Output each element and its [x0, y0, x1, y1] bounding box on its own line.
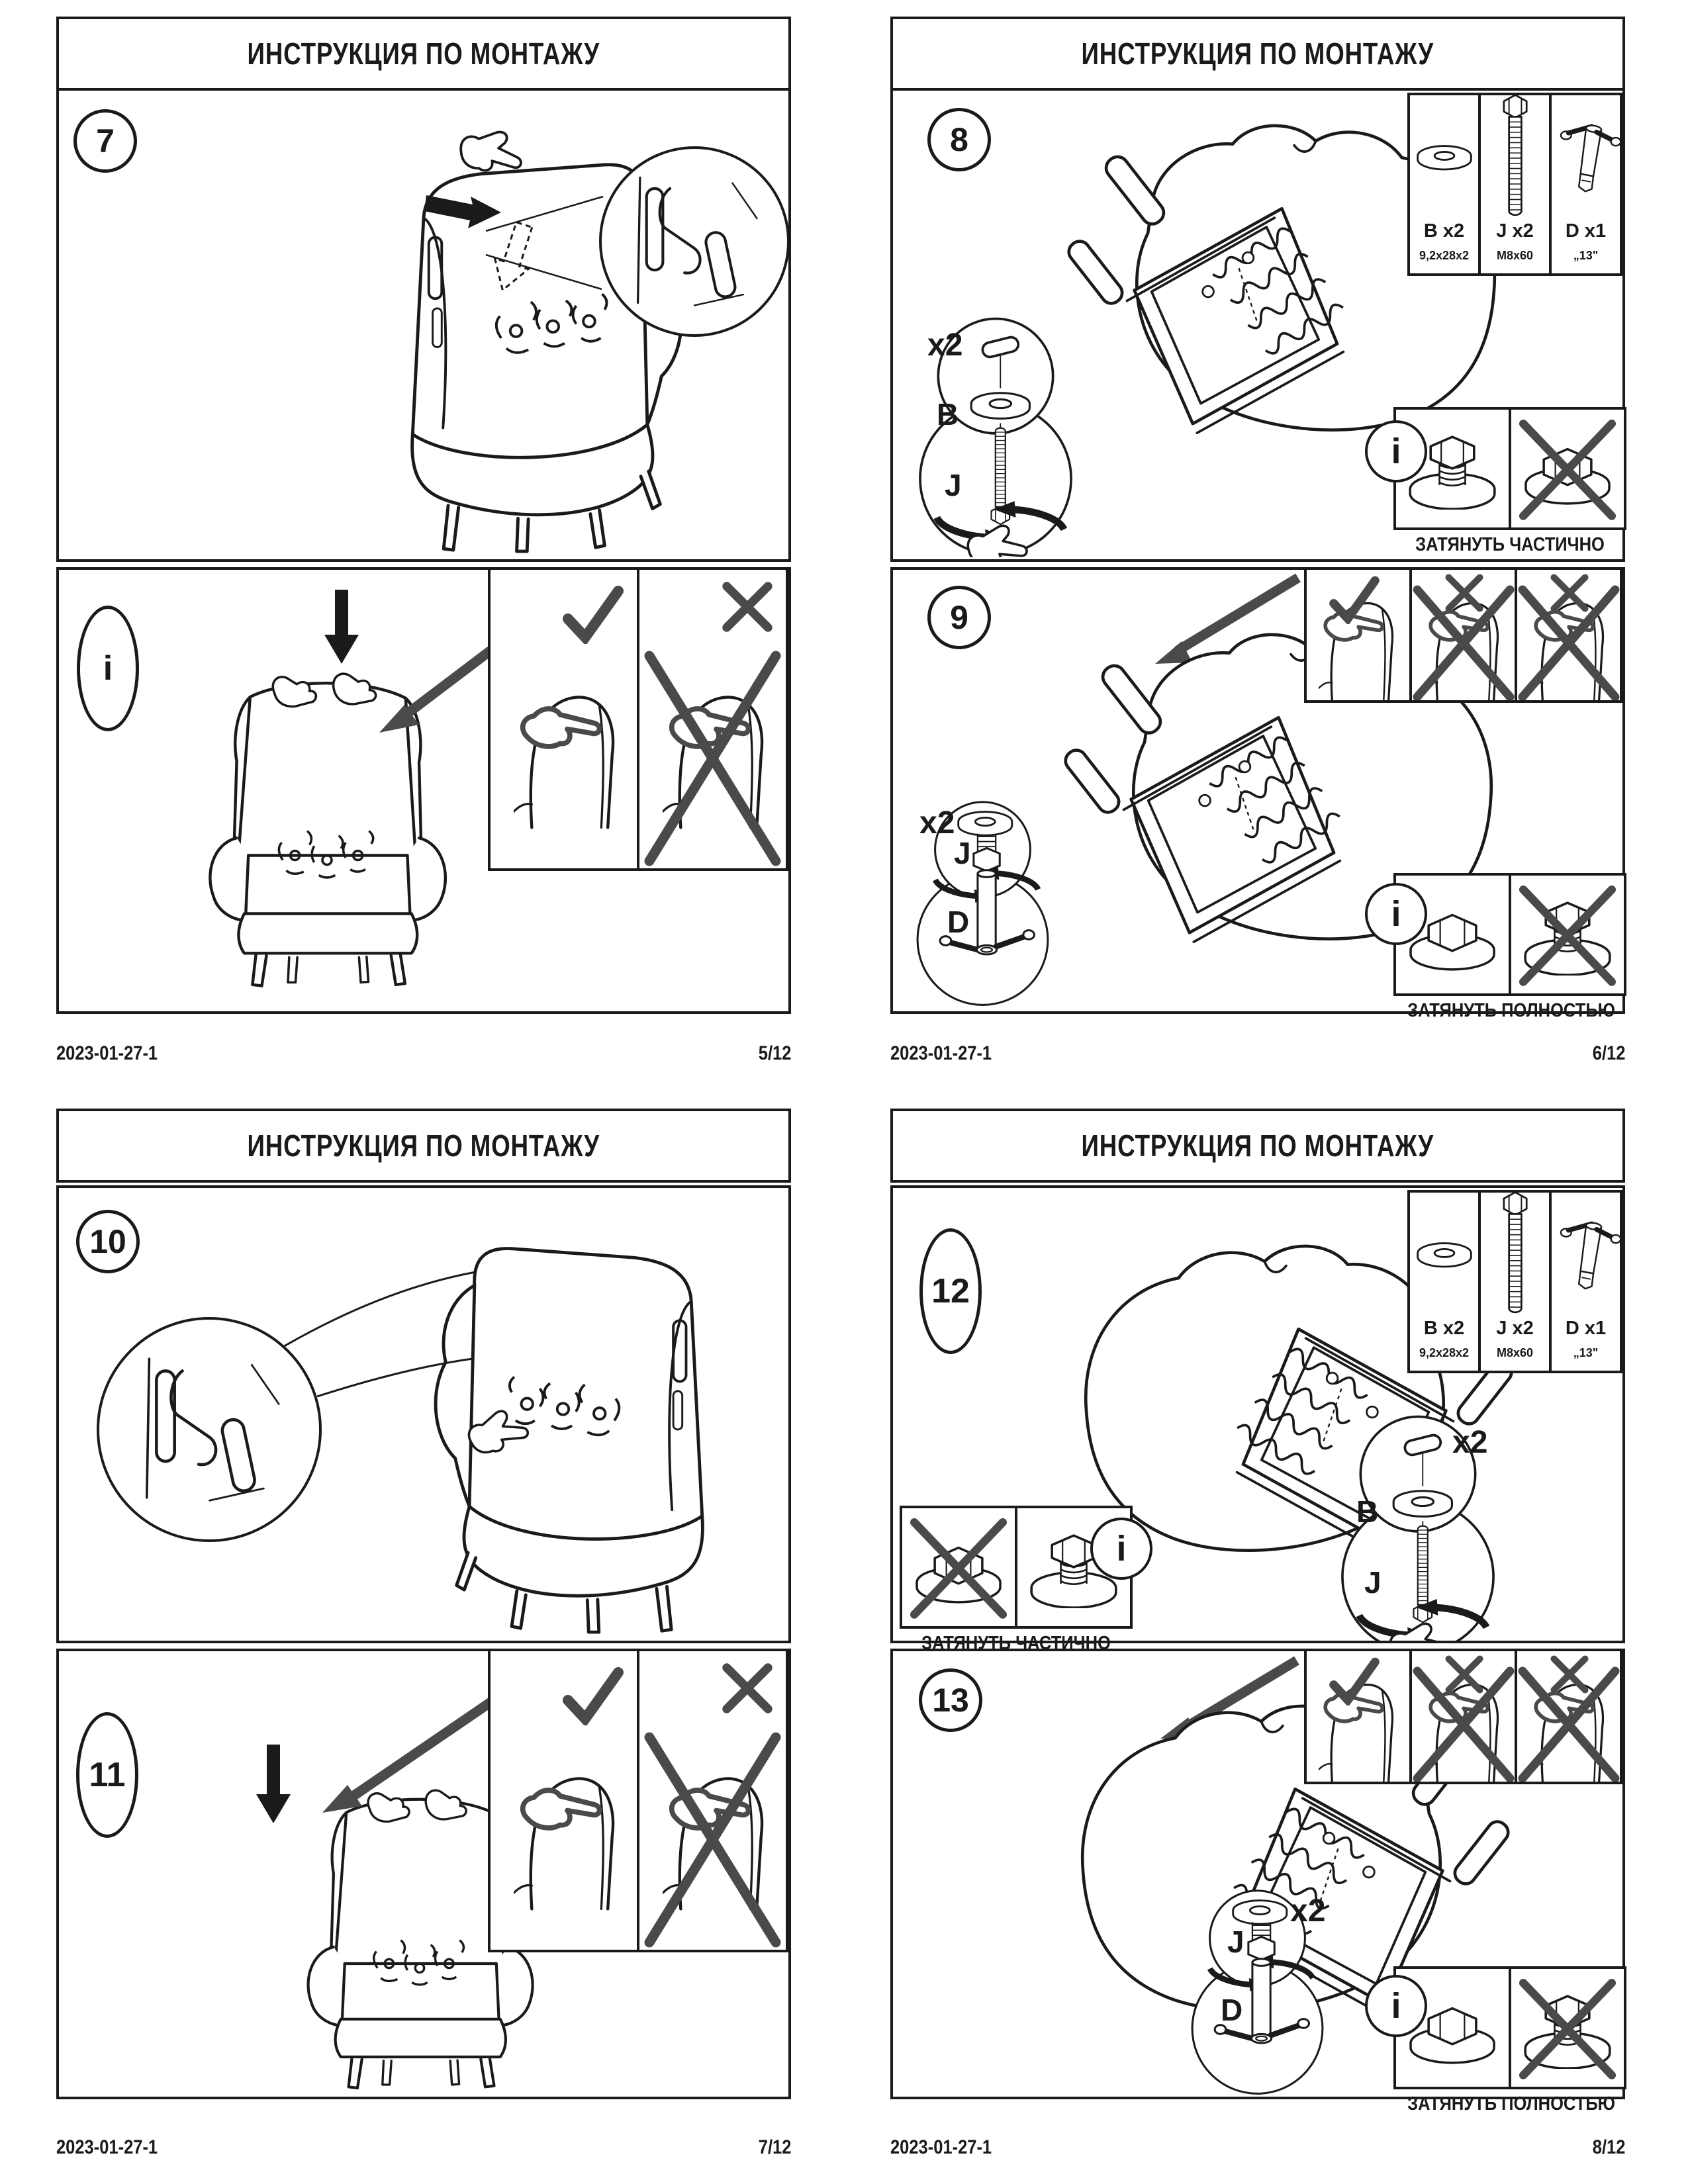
page5-step7-panel: [56, 88, 791, 562]
page5-number: 5/12: [758, 1042, 791, 1064]
page6-number: 6/12: [1592, 1042, 1625, 1064]
page7-header: [56, 1109, 791, 1183]
tighten-fully-box: [1393, 1966, 1626, 2115]
info-symbol: i: [1116, 1529, 1127, 1569]
wrong-drawing: [1517, 570, 1620, 700]
hardware-box: [1407, 93, 1622, 276]
tighten-fully-caption: ЗАТЯНУТЬ ПОЛНОСТЬЮ: [1407, 1000, 1615, 1021]
tighten-wrong-cell: [1509, 1966, 1626, 2089]
check-icon: [568, 591, 618, 637]
washer-icon: [1414, 1240, 1475, 1271]
page6-step8-panel: [890, 88, 1625, 562]
step10-badge: [76, 1210, 140, 1273]
wrong-cell: [637, 1649, 788, 1952]
correct-wrong-inset: [488, 567, 788, 871]
step10-number: 10: [89, 1223, 126, 1260]
info-symbol: i: [1391, 894, 1401, 934]
info-symbol: i: [1391, 432, 1401, 471]
bolt-icon: [1499, 91, 1532, 220]
tool-icon: [1552, 112, 1620, 205]
page6-title: ИНСТРУКЦИЯ ПО МОНТАЖУ: [1081, 36, 1434, 71]
page7-step10-panel: [56, 1185, 791, 1643]
page6-step9-panel: [890, 567, 1625, 1021]
info-step-badge: [77, 606, 139, 731]
part-b-label: B: [937, 397, 959, 432]
bolt-label: J x2: [1496, 1318, 1534, 1339]
wrong-cell-1: [1409, 1649, 1517, 1784]
tighten-wrong-cell: [900, 1506, 1017, 1629]
bolt-label: J x2: [1496, 220, 1534, 242]
part-d-label: D: [1221, 1993, 1243, 2027]
page7-footer: [56, 2136, 791, 2159]
wrong-cell-1: [1409, 567, 1517, 703]
washer-label: B x2: [1423, 1318, 1465, 1339]
x2-label: x2: [1290, 1893, 1326, 1929]
hardware-washer-cell: [1407, 93, 1481, 276]
info-badge: [1090, 1518, 1152, 1580]
wrong-drawing: [1412, 1651, 1515, 1782]
press-down-arrow-icon: [256, 1745, 291, 1823]
part-j-label: J: [1227, 1925, 1244, 1959]
step7-number: 7: [96, 122, 115, 159]
page5-footer: [56, 1042, 791, 1065]
page8-header: [890, 1109, 1625, 1183]
tighten-partially-caption: ЗАТЯНУТЬ ЧАСТИЧНО: [1415, 534, 1605, 555]
washer-spec: 9,2x28x2: [1419, 249, 1470, 262]
page8-step13-panel: [890, 1649, 1625, 2115]
x2-label: x2: [1452, 1425, 1488, 1460]
tighten-partially-box: [1393, 407, 1626, 556]
step9-badge: [927, 586, 991, 649]
check-icon: [568, 1672, 618, 1719]
x2-label: x2: [919, 805, 955, 841]
page8-footer: [890, 2136, 1625, 2159]
wrong-drawing: [1412, 570, 1515, 700]
wrong-cell-2: [1515, 567, 1622, 703]
bolt-icon: [1499, 1188, 1532, 1318]
info-symbol: i: [1391, 1986, 1401, 2026]
correct-cell: [488, 567, 639, 871]
step10-illustration: [59, 1188, 788, 1641]
page7-step11-panel: [56, 1649, 791, 2099]
correct-press-drawing: [491, 1651, 637, 1950]
step7-illustration: [59, 91, 788, 559]
bolt-spec: M8x60: [1496, 249, 1534, 262]
page5-date: 2023-01-27-1: [56, 1042, 158, 1064]
correct-cell: [1304, 567, 1412, 703]
part-d-label: D: [947, 905, 970, 939]
step8-number: 8: [950, 121, 968, 158]
x2-label: x2: [927, 328, 963, 363]
tool-icon: [1552, 1209, 1620, 1302]
hardware-bolt-cell: [1478, 1190, 1552, 1373]
correct-press-drawing: [491, 570, 637, 868]
step7-badge: [73, 109, 137, 173]
info-badge: [1365, 1975, 1427, 2037]
tighten-fully-box: [1393, 873, 1626, 1022]
info-symbol: i: [103, 649, 113, 688]
chair-corner-finger-icon: [514, 697, 613, 827]
bolt-partial-crossed-drawing: [1512, 1969, 1623, 2087]
washer-icon: [1414, 142, 1475, 174]
correct-wrong-panel: [1304, 1649, 1622, 1784]
wrong-cell-2: [1515, 1649, 1622, 1784]
part-b-label: B: [1356, 1494, 1379, 1529]
tighten-wrong-cell: [1509, 407, 1626, 530]
hardware-box: [1407, 1190, 1622, 1373]
correct-drawing: [1307, 1651, 1409, 1782]
hardware-tool-cell: [1549, 1190, 1622, 1373]
wrong-press-drawing: [639, 1651, 786, 1950]
part-j-label: J: [945, 468, 962, 502]
part-j-label: J: [954, 836, 971, 870]
page8-number: 8/12: [1592, 2136, 1625, 2158]
tighten-fully-caption: ЗАТЯНУТЬ ПОЛНОСТЬЮ: [1407, 2093, 1615, 2115]
wrong-cell: [637, 567, 788, 871]
correct-cell: [1304, 1649, 1412, 1784]
wrong-drawing: [1517, 1651, 1620, 1782]
hardware-bolt-cell: [1478, 93, 1552, 276]
page8-title: ИНСТРУКЦИЯ ПО МОНТАЖУ: [1081, 1128, 1434, 1163]
hardware-washer-cell: [1407, 1190, 1481, 1373]
step13-badge: [919, 1668, 982, 1732]
bolt-flush-crossed-drawing: [1512, 410, 1623, 527]
tool-spec: „13": [1573, 249, 1599, 262]
step13-number: 13: [932, 1682, 969, 1719]
page5-title: ИНСТРУКЦИЯ ПО МОНТАЖУ: [247, 36, 600, 71]
page6-date: 2023-01-27-1: [890, 1042, 992, 1064]
step8-badge: [927, 108, 991, 171]
step12-badge: [919, 1228, 982, 1354]
magnifier-circle: [98, 1318, 320, 1541]
cross-icon: [727, 586, 768, 627]
page5-header: [56, 17, 791, 91]
wrong-press-drawing: [639, 570, 786, 868]
page6-footer: [890, 1042, 1625, 1065]
page5-info-panel: [56, 567, 791, 1014]
chair-corner-finger-icon: [514, 1778, 613, 1909]
pointer-arrow-shaft: [350, 1701, 492, 1798]
magnifier-circle: [600, 148, 788, 336]
page7-title: ИНСТРУКЦИЯ ПО МОНТАЖУ: [247, 1128, 600, 1163]
bolt-spec: M8x60: [1496, 1346, 1534, 1359]
press-down-arrow-icon: [324, 590, 359, 664]
tighten-partially-caption: ЗАТЯНУТЬ ЧАСТИЧНО: [921, 1633, 1111, 1654]
correct-drawing: [1307, 570, 1409, 700]
tighten-wrong-cell: [1509, 873, 1626, 996]
info-badge: [1365, 883, 1427, 945]
correct-wrong-panel: [1304, 567, 1622, 703]
page7-number: 7/12: [758, 2136, 791, 2158]
hardware-tool-cell: [1549, 93, 1622, 276]
step9-number: 9: [950, 599, 968, 636]
washer-label: B x2: [1423, 220, 1465, 242]
washer-spec: 9,2x28x2: [1419, 1346, 1470, 1359]
part-j-label: J: [1364, 1565, 1382, 1600]
correct-wrong-inset: [488, 1649, 788, 1952]
page6-header: [890, 17, 1625, 91]
tool-label: D x1: [1565, 220, 1607, 242]
correct-cell: [488, 1649, 639, 1952]
cross-icon: [727, 1668, 768, 1709]
bolt-flush-crossed-drawing: [903, 1508, 1014, 1626]
step11-number: 11: [89, 1756, 126, 1794]
step12-number: 12: [931, 1272, 970, 1310]
tool-spec: „13": [1573, 1346, 1599, 1359]
page7-date: 2023-01-27-1: [56, 2136, 158, 2158]
bolt-partial-crossed-drawing: [1512, 876, 1623, 993]
tool-label: D x1: [1565, 1318, 1607, 1339]
info-badge: [1365, 420, 1427, 482]
page8-date: 2023-01-27-1: [890, 2136, 992, 2158]
page8-step12-panel: [890, 1185, 1625, 1654]
step11-badge: [76, 1712, 138, 1838]
pointer-arrow-shaft: [403, 651, 491, 717]
